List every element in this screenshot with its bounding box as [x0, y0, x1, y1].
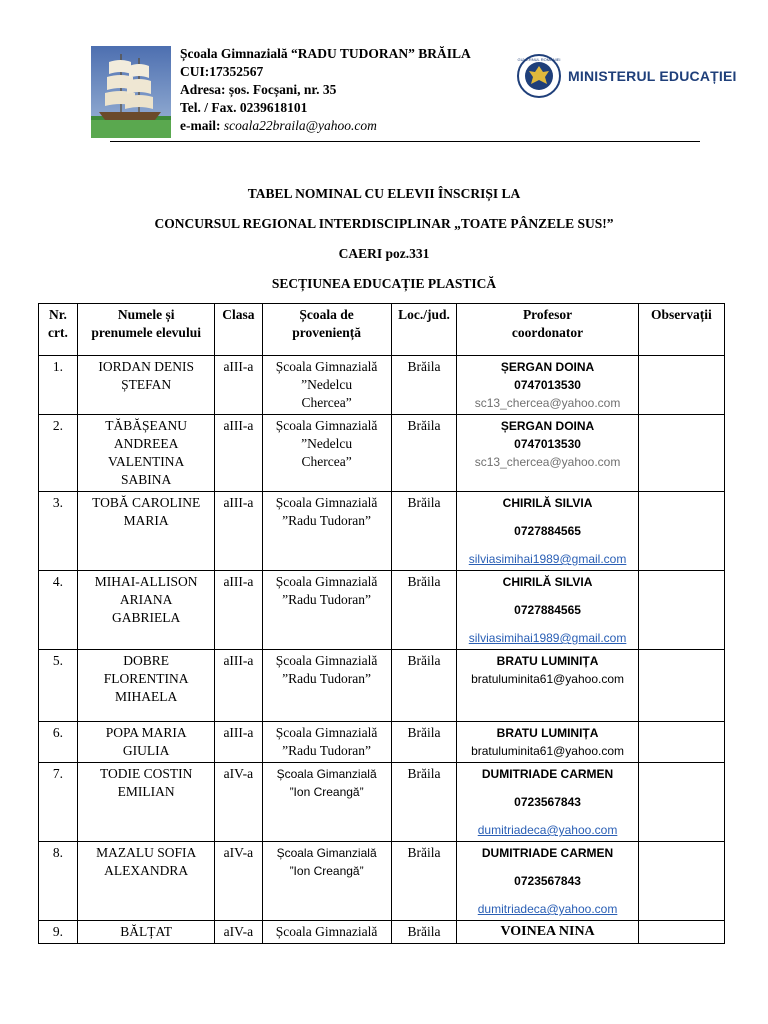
table-row [39, 722, 725, 763]
teacher-cell [457, 356, 638, 415]
teacher-email-link[interactable]: dumitriadeca@yahoo.com [477, 823, 618, 837]
student-name: TĂBĂȘEANU ANDREEA VALENTINA SABINA [77, 415, 214, 492]
school-logo-ship [91, 46, 171, 138]
teacher-email: sc13_chercea@yahoo.com [474, 396, 621, 410]
student-class: aIV-a [215, 921, 262, 944]
teacher-phone: 0747013530 [514, 378, 581, 392]
teacher-email: bratuluminita61@yahoo.com [471, 672, 625, 686]
teacher-cell [457, 492, 638, 571]
student-name: TODIE COSTIN EMILIAN [77, 763, 214, 842]
student-name: BĂLȚAT [77, 921, 214, 944]
row-nr: 7. [39, 763, 78, 842]
teacher-name: ȘERGAN DOINA [500, 419, 595, 433]
teacher-email-link[interactable]: silviasimihai1989@gmail.com [468, 631, 627, 645]
school-origin: Școala Gimnazială ”Nedelcu Chercea” [262, 415, 391, 492]
row-nr: 8. [39, 842, 78, 921]
row-nr: 1. [39, 356, 78, 415]
header-clasa: Clasa [215, 304, 262, 356]
student-class: aIII-a [215, 571, 262, 650]
table-row [39, 650, 725, 722]
observations [638, 356, 724, 415]
student-class: aIII-a [215, 650, 262, 722]
teacher-cell [457, 722, 638, 763]
row-nr: 6. [39, 722, 78, 763]
school-origin: Școala Gimanzială ”Ion Creangă” [262, 763, 391, 842]
teacher-name: VOINEA NINA [500, 924, 595, 939]
teacher-cell [457, 415, 638, 492]
school-origin: Școala Gimnazială ”Nedelcu Chercea” [262, 356, 391, 415]
teacher-email-link[interactable]: dumitriadeca@yahoo.com [477, 902, 618, 916]
table-row [39, 921, 725, 944]
header-name: Numele și prenumele elevului [77, 304, 214, 356]
location: Brăila [391, 722, 457, 763]
teacher-cell [457, 842, 638, 921]
teacher-name: DUMITRIADE CARMEN [481, 767, 614, 781]
school-origin: Școala Gimanzială ”Ion Creangă” [262, 842, 391, 921]
student-class: aIV-a [215, 763, 262, 842]
school-origin: Școala Gimnazială ”Radu Tudoran” [262, 722, 391, 763]
table-row [39, 492, 725, 571]
table-row [39, 571, 725, 650]
observations [638, 842, 724, 921]
observations [638, 571, 724, 650]
student-name: MIHAI-ALLISON ARIANA GABRIELA [77, 571, 214, 650]
teacher-cell [457, 571, 638, 650]
email-value: scoala22braila@yahoo.com [223, 118, 377, 133]
student-class: aIV-a [215, 842, 262, 921]
email-label: e-mail: [180, 118, 224, 133]
teacher-phone: 0747013530 [514, 437, 581, 451]
row-nr: 9. [39, 921, 78, 944]
observations [638, 650, 724, 722]
observations [638, 415, 724, 492]
title-line-1: TABEL NOMINAL CU ELEVII ÎNSCRIȘI LA [247, 186, 521, 201]
location: Brăila [391, 650, 457, 722]
row-nr: 3. [39, 492, 78, 571]
student-class: aIII-a [215, 356, 262, 415]
seal-text: GUVERNUL ROMÂNIEI [517, 57, 561, 62]
student-name: MAZALU SOFIA ALEXANDRA [77, 842, 214, 921]
table-row [39, 842, 725, 921]
teacher-email: bratuluminita61@yahoo.com [471, 744, 625, 758]
school-cui: CUI:17352567 [180, 64, 264, 79]
location: Brăila [391, 571, 457, 650]
student-name: IORDAN DENIS ȘTEFAN [77, 356, 214, 415]
table-row [39, 763, 725, 842]
header-loc: Loc./jud. [391, 304, 457, 356]
title-line-3: CAERI poz.331 [338, 246, 430, 261]
teacher-name: DUMITRIADE CARMEN [481, 846, 614, 860]
observations [638, 722, 724, 763]
location: Brăila [391, 842, 457, 921]
school-origin: Școala Gimnazială [262, 921, 391, 944]
header-observatii: Observații [638, 304, 724, 356]
teacher-phone: 0727884565 [514, 603, 581, 617]
location: Brăila [391, 415, 457, 492]
student-name: TOBĂ CAROLINE MARIA [77, 492, 214, 571]
school-email-line [180, 117, 510, 135]
government-seal-icon [516, 53, 562, 99]
teacher-name: CHIRILĂ SILVIA [502, 575, 593, 589]
student-class: aIII-a [215, 492, 262, 571]
teacher-name: BRATU LUMINIȚA [496, 726, 599, 740]
teacher-cell [457, 763, 638, 842]
student-class: aIII-a [215, 415, 262, 492]
student-name: DOBRE FLORENTINA MIHAELA [77, 650, 214, 722]
location: Brăila [391, 492, 457, 571]
teacher-name: ȘERGAN DOINA [500, 360, 595, 374]
teacher-name: BRATU LUMINIȚA [496, 654, 599, 668]
row-nr: 4. [39, 571, 78, 650]
students-table [38, 303, 725, 944]
teacher-cell [457, 650, 638, 722]
teacher-phone: 0727884565 [514, 524, 581, 538]
school-address: Adresa: șos. Focșani, nr. 35 [180, 82, 337, 97]
location: Brăila [391, 921, 457, 944]
school-origin: Școala Gimnazială ”Radu Tudoran” [262, 650, 391, 722]
row-nr: 5. [39, 650, 78, 722]
ministry-name: MINISTERUL EDUCAȚIEI [568, 68, 737, 84]
teacher-phone: 0723567843 [514, 874, 581, 888]
school-origin: Școala Gimnazială ”Radu Tudoran” [262, 571, 391, 650]
teacher-email-link[interactable]: silviasimihai1989@gmail.com [468, 552, 627, 566]
table-row [39, 415, 725, 492]
school-info-block [180, 45, 510, 135]
ministry-logo [516, 52, 768, 100]
observations [638, 921, 724, 944]
header-divider [110, 141, 700, 142]
location: Brăila [391, 356, 457, 415]
school-origin: Școala Gimnazială ”Radu Tudoran” [262, 492, 391, 571]
observations [638, 492, 724, 571]
school-name: Școala Gimnazială “RADU TUDORAN” BRĂILA [180, 46, 471, 61]
teacher-email: sc13_chercea@yahoo.com [474, 455, 621, 469]
location: Brăila [391, 763, 457, 842]
header-profesor: Profesor coordonator [457, 304, 638, 356]
header-scoala: Școala de proveniență [262, 304, 391, 356]
table-header-row [39, 304, 725, 356]
teacher-phone: 0723567843 [514, 795, 581, 809]
header-nr: Nr. crt. [39, 304, 78, 356]
teacher-cell [457, 921, 638, 944]
student-class: aIII-a [215, 722, 262, 763]
title-line-2: CONCURSUL REGIONAL INTERDISCIPLINAR „TOATE PÂNZELE SUS!” [154, 216, 614, 231]
student-name: POPA MARIA GIULIA [77, 722, 214, 763]
section-title: SECȚIUNEA EDUCAȚIE PLASTICĂ [271, 276, 497, 291]
teacher-name: CHIRILĂ SILVIA [502, 496, 593, 510]
table-row [39, 356, 725, 415]
observations [638, 763, 724, 842]
row-nr: 2. [39, 415, 78, 492]
school-phone: Tel. / Fax. 0239618101 [180, 100, 308, 115]
